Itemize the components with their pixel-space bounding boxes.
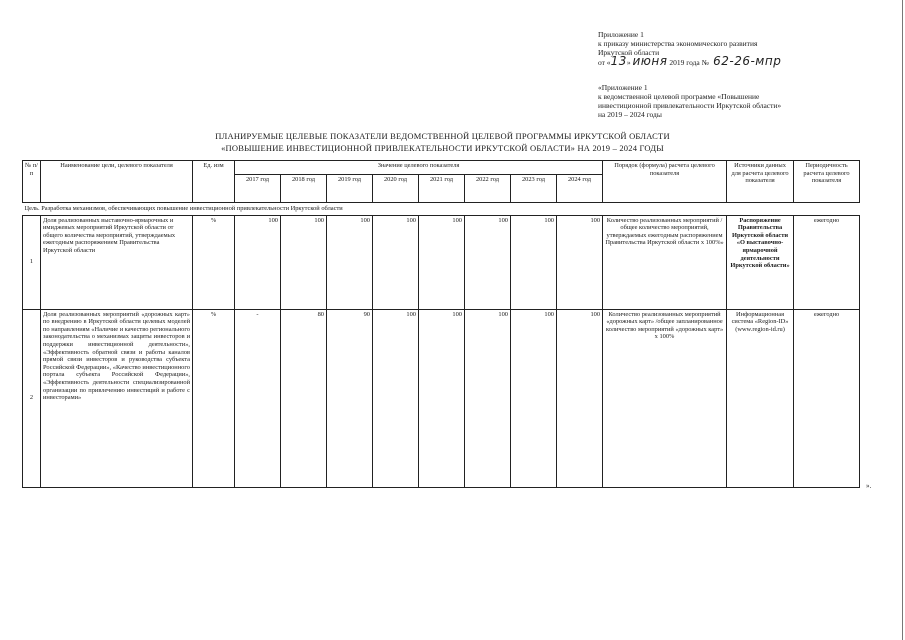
row-value: 100 [557, 309, 603, 487]
header-formula: Порядок (формула) расчета целевого показателя [603, 161, 727, 203]
table-row [23, 309, 860, 487]
page-edge-line [902, 0, 903, 640]
row-value: 100 [419, 215, 465, 309]
indicators-table [22, 160, 860, 488]
row-formula: Количество реализованных мероприятий /общее количество мероприятий, утверждаемых ежегодным распоряжением Правительства Иркутской области х 100%» [603, 215, 727, 309]
handwritten-doc-number: 62-26-мпр [708, 54, 782, 68]
header-year: 2024 год [557, 175, 603, 203]
header-year: 2022 год [465, 175, 511, 203]
closing-quote-mark: ». [866, 482, 872, 490]
order-date-line [598, 54, 782, 68]
row-value: 100 [511, 215, 557, 309]
header-year: 2020 год [373, 175, 419, 203]
appendix-header [598, 30, 781, 119]
row-period: ежегодно [794, 215, 860, 309]
header-year: 2019 год [327, 175, 373, 203]
row-sources: Распоряжение Правительства Иркутской области «О выставочно-ярмарочной деятельности Иркутской области» [727, 215, 794, 309]
row-value: 100 [327, 215, 373, 309]
header-sources: Источники данных для расчета целевого показателя [727, 161, 794, 203]
row-unit: % [193, 215, 235, 309]
row-value: 100 [281, 215, 327, 309]
row-period: ежегодно [794, 309, 860, 487]
row-formula: Количество реализованных мероприятий «дорожных карт» /общее запланированное количество мероприятий «дорожных карт» х 100% [603, 309, 727, 487]
row-value: 100 [557, 215, 603, 309]
row-value: 100 [373, 309, 419, 487]
header-year: 2021 год [419, 175, 465, 203]
row-value: 100 [465, 309, 511, 487]
row-num: 2 [23, 309, 41, 487]
header-name: Наименование цели, целевого показателя [41, 161, 193, 203]
row-value: 80 [281, 309, 327, 487]
row-value: 100 [373, 215, 419, 309]
row-value: 90 [327, 309, 373, 487]
row-value: 100 [465, 215, 511, 309]
row-value: 100 [511, 309, 557, 487]
program-years: на 2019 – 2024 годы [598, 110, 662, 119]
row-name: Доля реализованных мероприятий «дорожных карт» по внедрению в Иркутской области целевых моделей по направлениям «Наличие и качество регионального законодательства о механизмах защиты инвесторов и поддержки инвестиционной деятельности», «Эффективность обратной связи и работы каналов прямой связи инвесторов и руководства субъекта Российской Федерации», «Качество инвестиционного портала субъекта Российской Федерации», «Эффективность деятельности специализированной организации по привлечению инвестиций и работе с инвесторами» [41, 309, 193, 487]
row-sources: Информационная система «Region-ID» (www.region-id.ru) [727, 309, 794, 487]
header-year: 2023 год [511, 175, 557, 203]
header-num: № п/п [23, 161, 41, 203]
row-value: - [235, 309, 281, 487]
header-unit: Ед. изм [193, 161, 235, 203]
document-title [60, 130, 825, 154]
row-name: Доля реализованных выставочно-ярмарочных и имиджевых мероприятий Иркутской области от общего количества мероприятий, утверждаемых ежегодным распоряжением Правительства Иркутской области [41, 215, 193, 309]
appendix-quote: «Приложение 1 [598, 83, 648, 92]
header-year: 2018 год [281, 175, 327, 203]
date-mid: » [626, 58, 633, 67]
row-value: 100 [235, 215, 281, 309]
date-year: 2019 года № [667, 58, 709, 67]
title-line-2: «ПОВЫШЕНИЕ ИНВЕСТИЦИОННОЙ ПРИВЛЕКАТЕЛЬНОСТИ ИРКУТСКОЙ ОБЛАСТИ» НА 2019 – 2024 ГОДЫ [221, 143, 664, 153]
row-num: 1 [23, 215, 41, 309]
appendix-label: Приложение 1 [598, 30, 644, 39]
handwritten-month: июня [632, 54, 668, 68]
header-year: 2017 год [235, 175, 281, 203]
row-unit: % [193, 309, 235, 487]
header-values-group: Значение целевого показателя [235, 161, 603, 175]
table-row [23, 215, 860, 309]
row-value: 100 [419, 309, 465, 487]
goal-row: Цель. Разработка механизмов, обеспечивающих повышение инвестиционной привлекательности Иркутской области [23, 203, 860, 216]
title-line-1: ПЛАНИРУЕМЫЕ ЦЕЛЕВЫЕ ПОКАЗАТЕЛИ ВЕДОМСТВЕННОЙ ЦЕЛЕВОЙ ПРОГРАММЫ ИРКУТСКОЙ ОБЛАСТИ [215, 131, 670, 141]
region-line: Иркутской области [598, 48, 660, 57]
date-prefix: от « [598, 58, 611, 67]
header-period: Периодичность расчета целевого показателя [794, 161, 860, 203]
program-line-2: инвестиционной привлекательности Иркутской области» [598, 101, 782, 110]
handwritten-day: 13 [610, 54, 627, 68]
program-line-1: к ведомственной целевой программе «Повышение [598, 92, 760, 101]
order-line: к приказу министерства экономического развития [598, 39, 758, 48]
